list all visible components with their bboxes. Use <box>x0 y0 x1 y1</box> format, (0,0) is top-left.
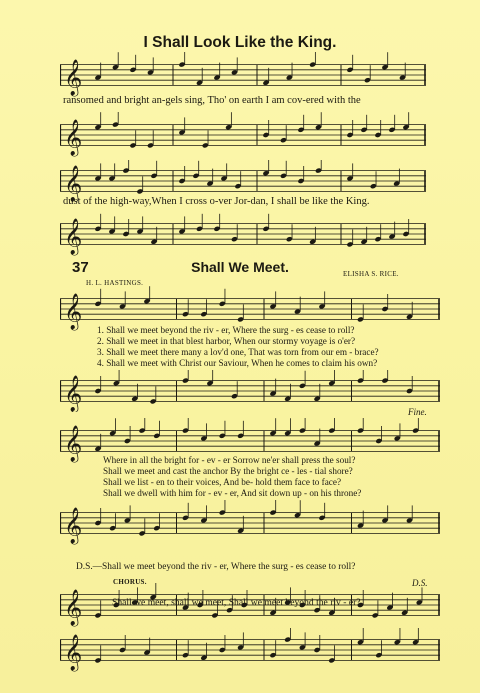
music-staff <box>60 500 440 546</box>
composer-credit: ELISHA S. RICE. <box>343 270 399 278</box>
song-title: Shall We Meet. <box>191 259 289 275</box>
verse-block <box>103 455 361 499</box>
author-credit: H. L. HASTINGS. <box>86 279 144 287</box>
clef-symbol: 𝄞 <box>64 59 83 96</box>
music-staff <box>60 52 426 98</box>
verse-line: 2. Shall we meet in that blest harbor, When our stormy voyage is o'er? <box>97 336 356 346</box>
chorus-lyric: Shall we meet, shall we meet, Shall we meet beyond the riv - er? <box>112 597 361 608</box>
chorus-label: CHORUS. <box>113 578 147 586</box>
music-staff <box>60 212 426 256</box>
clef-symbol: 𝄞 <box>64 165 83 202</box>
ds-marker: D.S. <box>412 578 428 588</box>
lyric-line: ransomed and bright an-gels sing, Tho' on earth I am cov-ered with the <box>63 95 361 106</box>
fine-marker: Fine. <box>408 407 427 417</box>
verse-block <box>97 325 379 369</box>
verse-line: 4. Shall we meet with Christ our Saviour, When he comes to claim his own? <box>97 358 378 368</box>
ds-line: D.S.—Shall we meet beyond the riv - er, Where the surg - es cease to roll? <box>76 562 356 572</box>
song-title: I Shall Look Like the King. <box>143 34 337 51</box>
clef-symbol: 𝄞 <box>64 507 83 544</box>
clef-symbol: 𝄞 <box>64 218 83 255</box>
clef-symbol: 𝄞 <box>64 119 83 156</box>
hymn-number: 37 <box>72 259 89 276</box>
music-staff <box>60 628 440 672</box>
clef-symbol: 𝄞 <box>64 589 83 626</box>
music-staff <box>60 370 440 412</box>
music-staff <box>60 112 426 158</box>
clef-symbol: 𝄞 <box>64 293 83 330</box>
verse-line: Shall we meet and cast the anchor By the bright ce - les - tial shore? <box>103 466 353 476</box>
verse-line: Shall we dwell with him for - ev - er, And sit down up - on his throne? <box>103 488 362 498</box>
verse-line: 3. Shall we meet there many a lov'd one, That was torn from our em - brace? <box>97 347 379 357</box>
clef-symbol: 𝄞 <box>64 634 83 671</box>
clef-symbol: 𝄞 <box>64 425 83 462</box>
verse-line: Where in all the bright for - ev - er Sorrow ne'er shall press the soul? <box>103 455 356 465</box>
lyric-line: dust of the high-way,When I cross o-ver Jor-dan, I shall be like the King. <box>63 196 370 207</box>
clef-symbol: 𝄞 <box>64 375 83 412</box>
verse-line: Shall we list - en to their voices, And be- hold them face to face? <box>103 477 342 487</box>
verse-line: 1. Shall we meet beyond the riv - er, Where the surg - es cease to roll? <box>97 325 355 335</box>
